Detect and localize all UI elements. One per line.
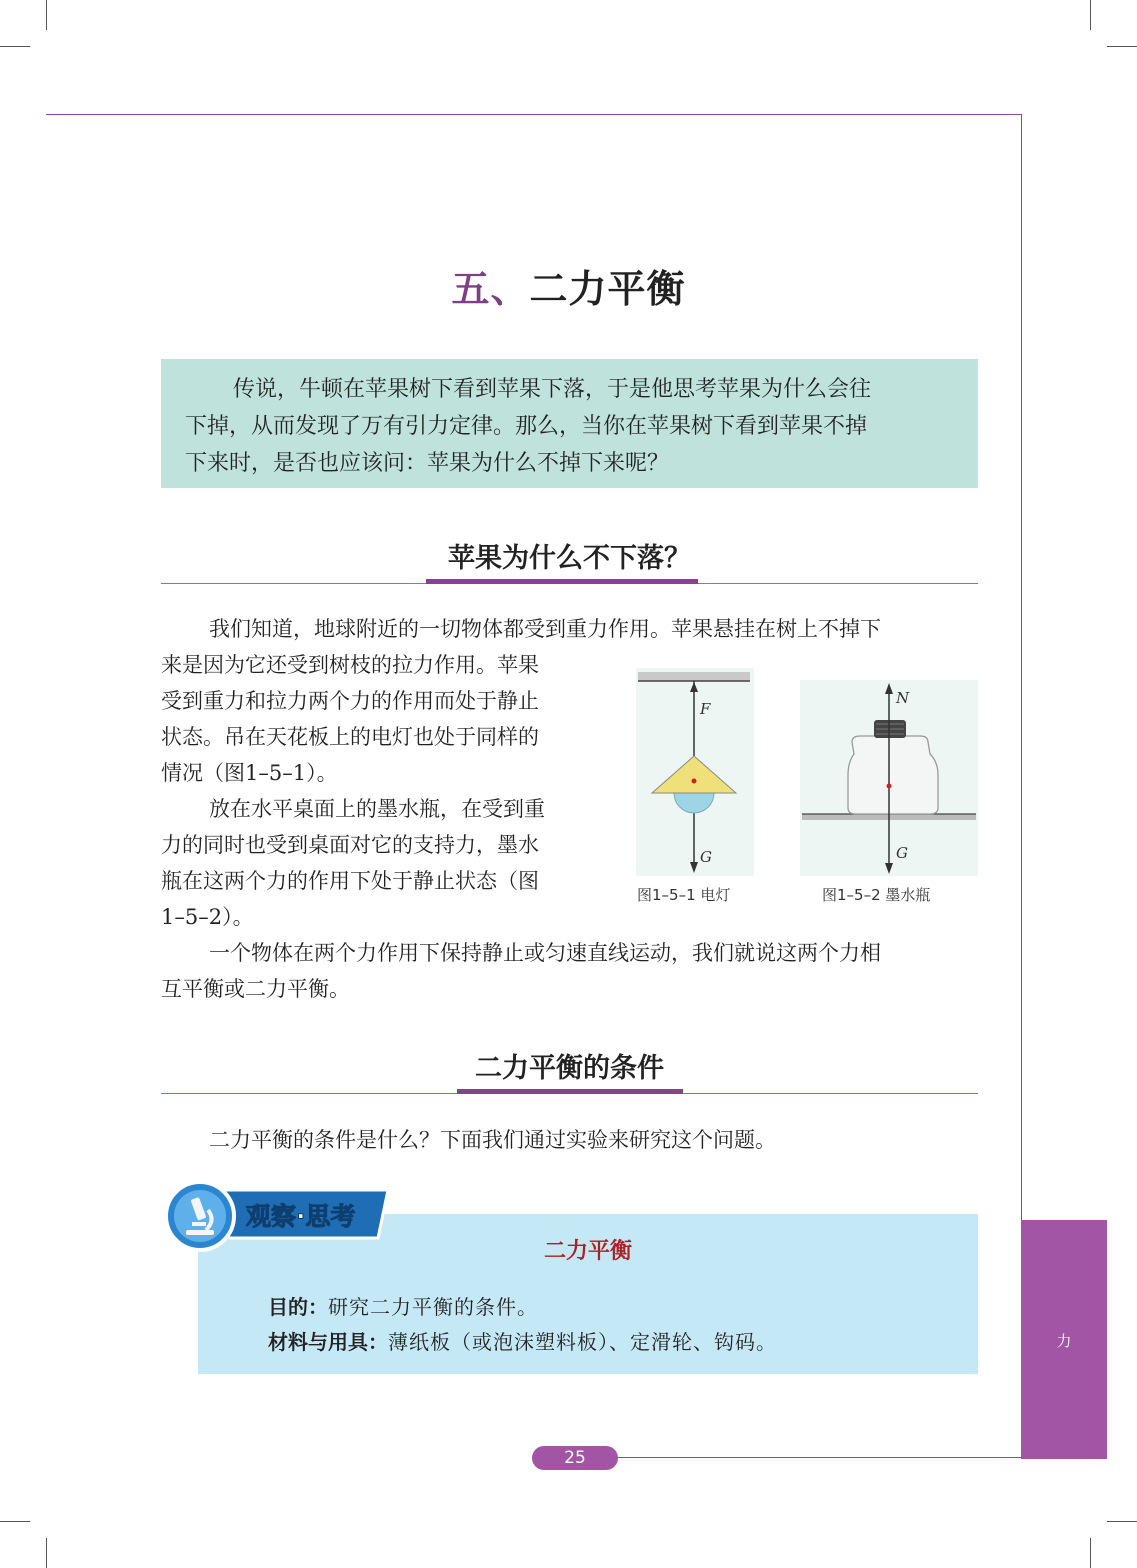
page-title: [0, 258, 1137, 313]
lamp-figure: [636, 668, 754, 876]
paragraph-line: 瓶在这两个力的作用下处于静止状态（图: [161, 869, 539, 893]
paragraph-line: 受到重力和拉力两个力的作用而处于静止: [161, 689, 539, 713]
crop-mark: [0, 1521, 30, 1522]
paragraph-block: [161, 647, 621, 935]
paragraph-line: 一个物体在两个力作用下保持静止或匀速直线运动，我们就说这两个力相: [209, 941, 881, 965]
paragraph-line: 情况（图1–5–1）。: [161, 761, 338, 785]
title-text: 二力平衡: [529, 266, 686, 311]
crop-mark: [1107, 46, 1137, 47]
page-number: 25: [532, 1446, 618, 1470]
force-label-g: G: [896, 844, 908, 862]
intro-line: 传说，牛顿在苹果树下看到苹果下落，于是他思考苹果为什么会往: [233, 377, 872, 402]
purpose-label: 目的：: [268, 1295, 328, 1319]
crop-mark: [1090, 1538, 1091, 1568]
footer-line: [612, 1457, 1022, 1458]
figure-caption: 图1–5–2 墨水瓶: [822, 886, 931, 904]
frame-top-line: [46, 114, 1022, 115]
side-tab-label: 力: [1056, 1332, 1072, 1350]
crop-mark: [46, 0, 47, 30]
materials-label: 材料与用具：: [268, 1330, 388, 1354]
section-heading: 苹果为什么不下落？: [448, 543, 691, 574]
paragraph-line: 二力平衡的条件是什么？下面我们通过实验来研究这个问题。: [209, 1128, 776, 1152]
badge-label: 观察·思考: [246, 1202, 356, 1231]
force-label-g: G: [700, 848, 712, 866]
intro-line: 下来时，是否也应该问：苹果为什么不掉下来呢？: [185, 451, 670, 476]
activity-materials: [268, 1326, 777, 1355]
title-number: 五、: [451, 266, 530, 311]
paragraph-line: 我们知道，地球附近的一切物体都受到重力作用。苹果悬挂在树上不掉下: [209, 617, 881, 641]
paragraph-line: 来是因为它还受到树枝的拉力作用。苹果: [161, 653, 539, 677]
paragraph-block: [161, 935, 991, 1007]
intro-box: [161, 359, 978, 488]
paragraph-line: 互平衡或二力平衡。: [161, 977, 350, 1001]
section-underline-bar: [457, 1089, 683, 1094]
materials-text: 薄纸板（或泡沫塑料板）、定滑轮、钩码。: [388, 1330, 777, 1354]
force-label-n: N: [896, 689, 910, 707]
section-heading: 二力平衡的条件: [475, 1053, 664, 1084]
section-underline-bar: [426, 579, 698, 584]
crop-mark: [0, 46, 30, 47]
crop-mark: [1107, 1521, 1137, 1522]
force-label-f: F: [700, 700, 711, 718]
purpose-text: 研究二力平衡的条件。: [328, 1295, 538, 1319]
activity-title: 二力平衡: [543, 1239, 632, 1264]
activity-purpose: [268, 1291, 538, 1320]
crop-mark: [1090, 0, 1091, 30]
intro-line: 下掉，从而发现了万有引力定律。那么，当你在苹果树下看到苹果不掉: [185, 414, 868, 439]
paragraph-line: 力的同时也受到桌面对它的支持力，墨水: [161, 833, 539, 857]
figure-caption: 图1–5–1 电灯: [637, 886, 731, 904]
paragraph-line: 状态。吊在天花板上的电灯也处于同样的: [161, 725, 539, 749]
chapter-side-tab: [1021, 1220, 1107, 1459]
ink-bottle-figure: [800, 680, 978, 876]
paragraph-line: 放在水平桌面上的墨水瓶，在受到重: [209, 797, 545, 821]
paragraph-line: 1–5–2）。: [161, 905, 254, 929]
crop-mark: [46, 1538, 47, 1568]
